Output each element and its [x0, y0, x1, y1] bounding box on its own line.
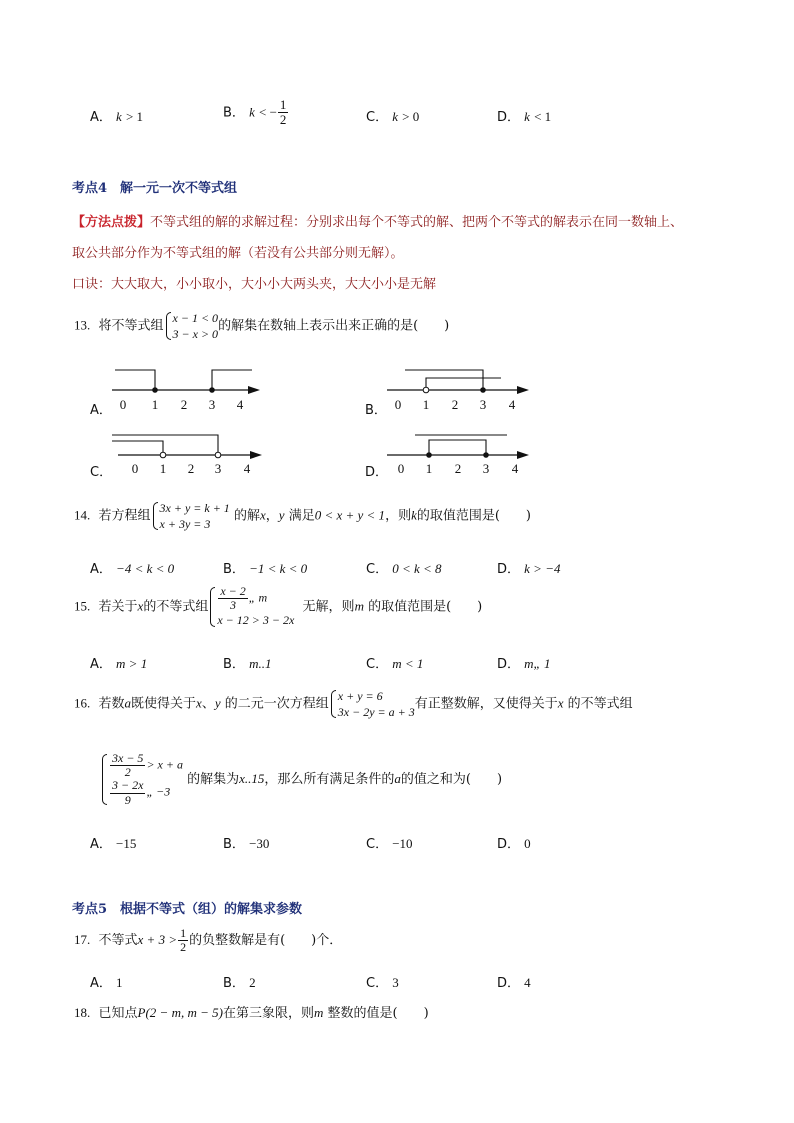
q16-option-b: B． −30 [223, 836, 270, 852]
q14-option-a: A． −4 < k < 0 [90, 561, 175, 577]
q14-option-c: C． 0 < k < 8 [366, 561, 442, 577]
method-tip-line-2: 取公共部分作为不等式组的解（若没有公共部分则无解）。 [72, 246, 404, 261]
tick-4: 4 [511, 461, 519, 476]
q15-option-d: D． m„ 1 [497, 656, 551, 672]
q13-label-d: D． [365, 465, 389, 480]
q15-option-a: A． m > 1 [90, 656, 148, 672]
q13-label-b: B． [365, 403, 387, 418]
q16-option-a: A． −15 [90, 836, 137, 852]
question-16-line-1: 16. 若数a既使得关于x、y 的二元一次方程组 x + y = 6 3x − 2y = a + 3 有正整数解，又使得关于x 的不等式组 [74, 689, 633, 720]
tick-4: 4 [508, 397, 516, 412]
q16-option-c: C． −10 [366, 836, 413, 852]
tick-0: 0 [397, 461, 405, 476]
tick-4: 4 [243, 461, 251, 476]
tick-1: 1 [425, 461, 433, 476]
tick-1: 1 [422, 397, 430, 412]
section-4-title: 考点4 解一元一次不等式组 [72, 181, 238, 196]
q16-option-d: D． 0 [497, 836, 531, 852]
q17-option-b: B． 2 [223, 975, 256, 991]
q17-option-d: D． 4 [497, 975, 531, 991]
number-line-a [110, 362, 265, 414]
tick-3: 3 [208, 397, 216, 412]
q15-option-c: C． m < 1 [366, 656, 424, 672]
section-5-title: 考点5 根据不等式（组）的解集求参数 [72, 902, 303, 917]
q15-option-b: B． m..1 [223, 656, 272, 672]
tick-4: 4 [236, 397, 244, 412]
tick-1: 1 [159, 461, 167, 476]
q12-option-d: D． k < 1 [497, 109, 552, 125]
q14-option-b: B． −1 < k < 0 [223, 561, 308, 577]
question-18: 18. 已知点P(2 − m, m − 5)在第三象限，则m 整数的值是( ) [74, 1005, 429, 1021]
q13-label-a: A． [90, 403, 112, 418]
tick-2: 2 [451, 397, 459, 412]
tick-2: 2 [187, 461, 195, 476]
number-line-c [110, 427, 265, 477]
question-14: 14. 若方程组 3x + y = k + 1 x + 3y = 3 的解x，y 满足0 < x + y < 1，则k的取值范围是( ) [74, 501, 532, 532]
tick-3: 3 [479, 397, 487, 412]
question-17: 17. 不等式x + 3 > $\frac{1}{2}$ 的负整数解是有( )个． [74, 926, 343, 955]
tick-0: 0 [131, 461, 139, 476]
tick-0: 0 [394, 397, 402, 412]
q17-option-c: C． 3 [366, 975, 399, 991]
q14-option-d: D． k > −4 [497, 561, 561, 577]
tick-0: 0 [119, 397, 127, 412]
number-line-b [385, 362, 535, 414]
tick-2: 2 [180, 397, 188, 412]
question-13: 13. 将不等式组 x − 1 < 0 3 − x > 0 的解集在数轴上表示出来正确的是( ) [74, 311, 450, 342]
q12-option-a: A． k > 1 [90, 109, 144, 125]
question-15: 15. 若关于x的不等式组 $\frac{x - 2}{3}$ „ m x − 12 > 3 − 2x 无解，则m 的取值范围是( ) [74, 584, 483, 628]
q13-label-c: C． [90, 465, 113, 480]
tick-2: 2 [454, 461, 462, 476]
method-tip-line-1: 【方法点拨】不等式组的解的求解过程：分别求出每个不等式的解、把两个不等式的解表示在同一数轴上、 [72, 215, 684, 230]
number-line-d [385, 427, 535, 477]
q17-option-a: A． 1 [90, 975, 123, 991]
question-16-line-2: $\frac{3x - 5}{2}$ > x + a $\frac{3 - 2x}{9}$ „ −3 的解集为x..15，那么所有满足条件的a的值之和为( ) [100, 752, 502, 807]
q12-option-c: C． k > 0 [366, 109, 420, 125]
mnemonic: 口诀：大大取大，小小取小，大小小大两头夹，大大小小是无解 [72, 277, 437, 292]
tick-3: 3 [482, 461, 490, 476]
tick-3: 3 [214, 461, 222, 476]
tick-1: 1 [151, 397, 159, 412]
q12-option-b: B． k < − $\frac{1}{2}$ [223, 97, 287, 128]
